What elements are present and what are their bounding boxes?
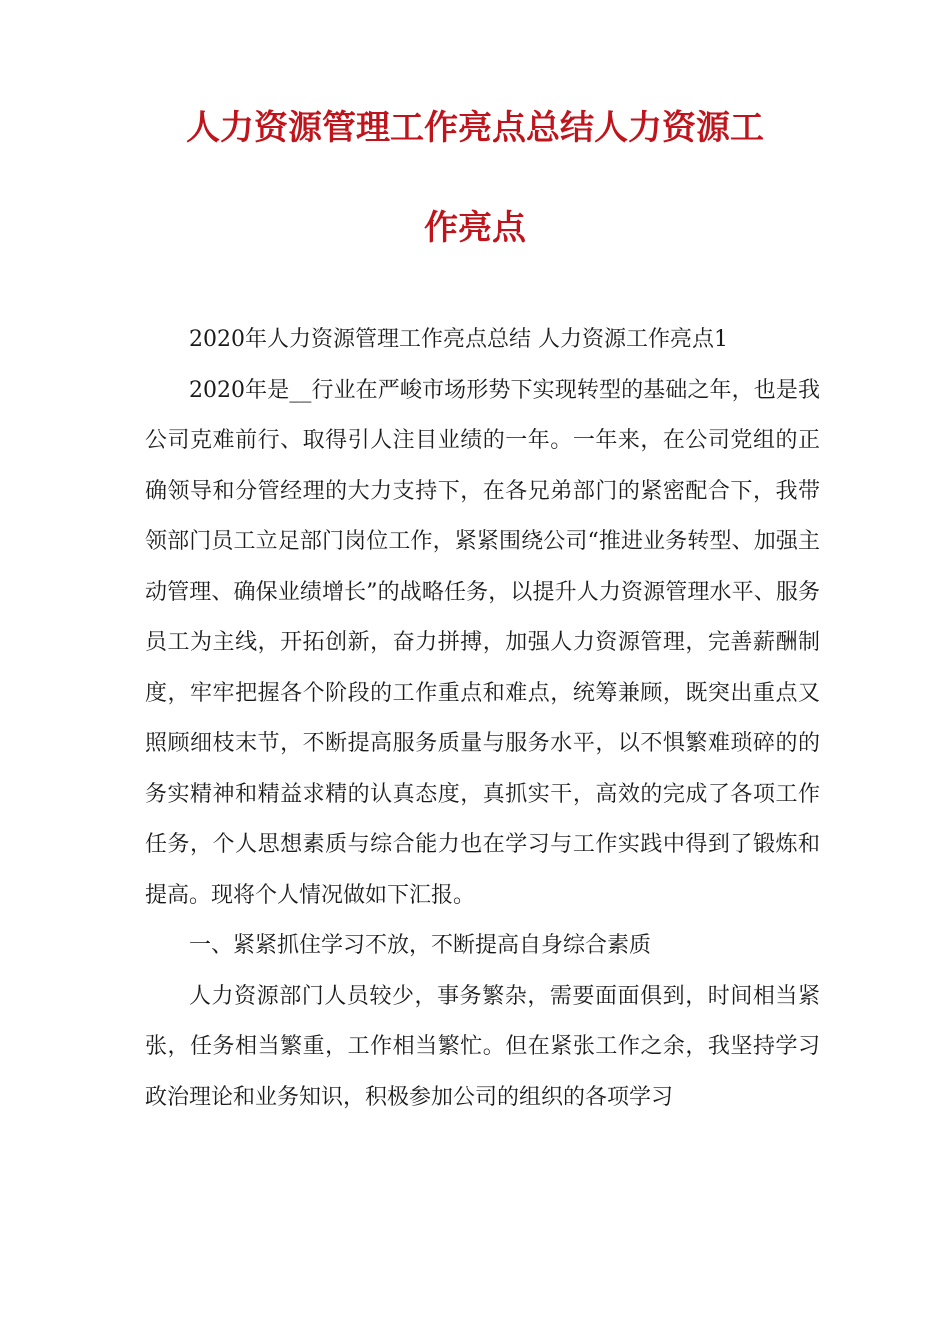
document-title-line-1: 人力资源管理工作亮点总结人力资源工 bbox=[186, 108, 764, 148]
document-body bbox=[145, 315, 820, 1123]
section-paragraph-1: 人力资源部门人员较少，事务繁杂，需要面面俱到，时间相当紧张，任务相当繁重，工作相当繁忙。但在紧张工作之余，我坚持学习政治理论和业务知识，积极参加公司的组织的各项学习 bbox=[145, 983, 820, 1110]
section-heading-1: 一、紧紧抓住学习不放，不断提高自身综合素质 bbox=[189, 933, 652, 958]
subtitle-paragraph: 2020年人力资源管理工作亮点总结 人力资源工作亮点1 bbox=[189, 327, 728, 352]
intro-paragraph: 2020年是__行业在严峻市场形势下实现转型的基础之年，也是我公司克难前行、取得引人注目业绩的一年。一年来，在公司党组的正确领导和分管经理的大力支持下，在各兄弟部门的紧密配合下，我带领部门员工立足部门岗位工作，紧紧围绕公司“推进业务转型、加强主动管理、确保业绩增长”的战略任务，以提升人力资源管理水平、服务员工为主线，开拓创新，奋力拼搏，加强人力资源管理，完善薪酬制度，牢牢把握各个阶段的工作重点和难点，统筹兼顾，既突出重点又照顾细枝末节，不断提高服务质量与服务水平，以不惧繁难琐碎的的务实精神和精益求精的认真态度，真抓实干，高效的完成了各项工作任务，个人思想素质与综合能力也在学习与工作实践中得到了锻炼和提高。现将个人情况做如下汇报。 bbox=[145, 377, 820, 908]
document-title-line-2: 作亮点 bbox=[424, 208, 526, 248]
